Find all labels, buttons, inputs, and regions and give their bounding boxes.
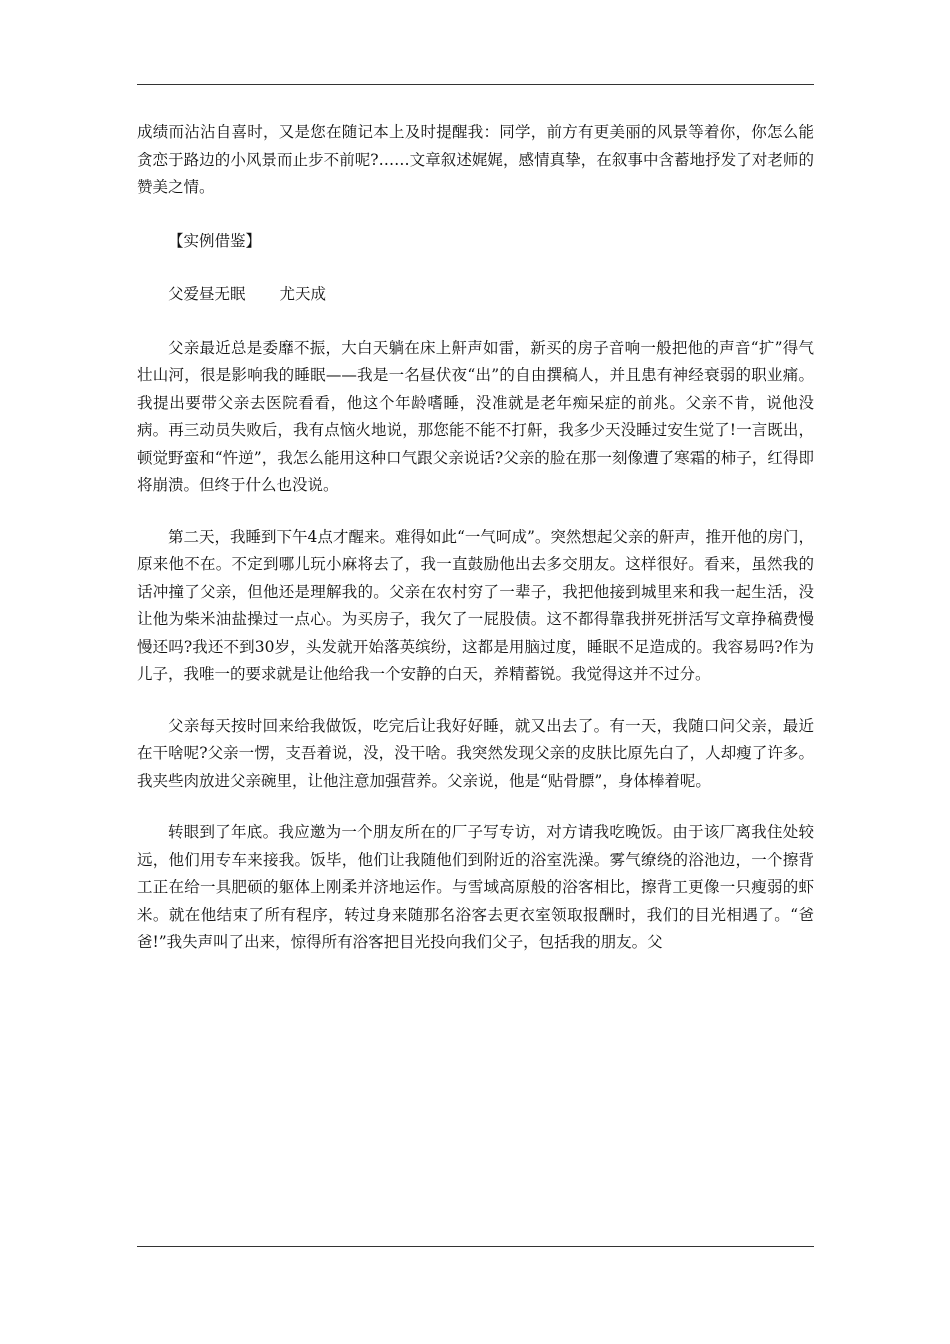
paragraph-2: 第二天，我睡到下午4点才醒来。难得如此“一气呵成”。突然想起父亲的鼾声，推开他的房门，原来他不在。不定到哪儿玩小麻将去了，我一直鼓励他出去多交朋友。这样很好。看来，虽然我的话冲撞了父亲，但他还是理解我的。父亲在农村穷了一辈子，我把他接到城里来和我一起生活，没让他为柴米油盐操过一点心。为买房子，我欠了一屁股债。这不都得靠我拼死拼活写文章挣稿费慢慢还吗?我还不到30岁，头发就开始落英缤纷，这都是用脑过度，睡眠不足造成的。我容易吗?作为儿子，我唯一的要求就是让他给我一个安静的白天，养精蓄锐。我觉得这并不过分。	[137, 527, 814, 683]
paragraph-continued: 成绩而沾沾自喜时，又是您在随记本上及时提醒我：同学，前方有更美丽的风景等着你，你怎么能贪恋于路边的小风景而止步不前呢?……文章叙述娓娓，感情真挚，在叙事中含蓄地抒发了对老师的赞美之情。	[137, 123, 814, 196]
article-title: 父爱昼无眠	[168, 285, 246, 303]
article-title-line	[137, 281, 814, 309]
header-rule	[137, 84, 814, 85]
section-heading: 【实例借鉴】	[168, 231, 262, 250]
article-author: 尤天成	[279, 285, 327, 303]
footer-rule	[137, 1246, 814, 1247]
paragraph-3: 父亲每天按时回来给我做饭，吃完后让我好好睡，就又出去了。有一天，我随口问父亲，最近在干啥呢?父亲一愣，支吾着说，没，没干啥。我突然发现父亲的皮肤比原先白了，人却瘦了许多。我夹些肉放进父亲碗里，让他注意加强营养。父亲说，他是“贴骨膘”，身体棒着呢。	[137, 716, 814, 790]
paragraph-1: 父亲最近总是委靡不振，大白天躺在床上鼾声如雷，新买的房子音响一般把他的声音“扩”得气壮山河，很是影响我的睡眠——我是一名昼伏夜“出”的自由撰稿人，并且患有神经衰弱的职业痛。我提出要带父亲去医院看看，他这个年龄嗜睡，没准就是老年痴呆症的前兆。父亲不肯，说他没病。再三动员失败后，我有点恼火地说，那您能不能不打鼾，我多少天没睡过安生觉了!一言既出，顿觉野蛮和“忤逆”，我怎么能用这种口气跟父亲说话?父亲的脸在那一刻像遭了寒霜的柿子，红得即将崩溃。但终于什么也没说。	[137, 338, 814, 494]
document-body	[137, 119, 814, 957]
paragraph-4: 转眼到了年底。我应邀为一个朋友所在的厂子写专访，对方请我吃晚饭。由于该厂离我住处较远，他们用专车来接我。饭毕，他们让我随他们到附近的浴室洗澡。雾气缭绕的浴池边，一个擦背工正在给一具肥硕的躯体上刚柔并济地运作。与雪域高原般的浴客相比，擦背工更像一只瘦弱的虾米。就在他结束了所有程序，转过身来随那名浴客去更衣室领取报酬时，我们的目光相遇了。“爸爸!”我失声叫了出来，惊得所有浴客把目光投向我们父子，包括我的朋友。父	[137, 823, 814, 951]
